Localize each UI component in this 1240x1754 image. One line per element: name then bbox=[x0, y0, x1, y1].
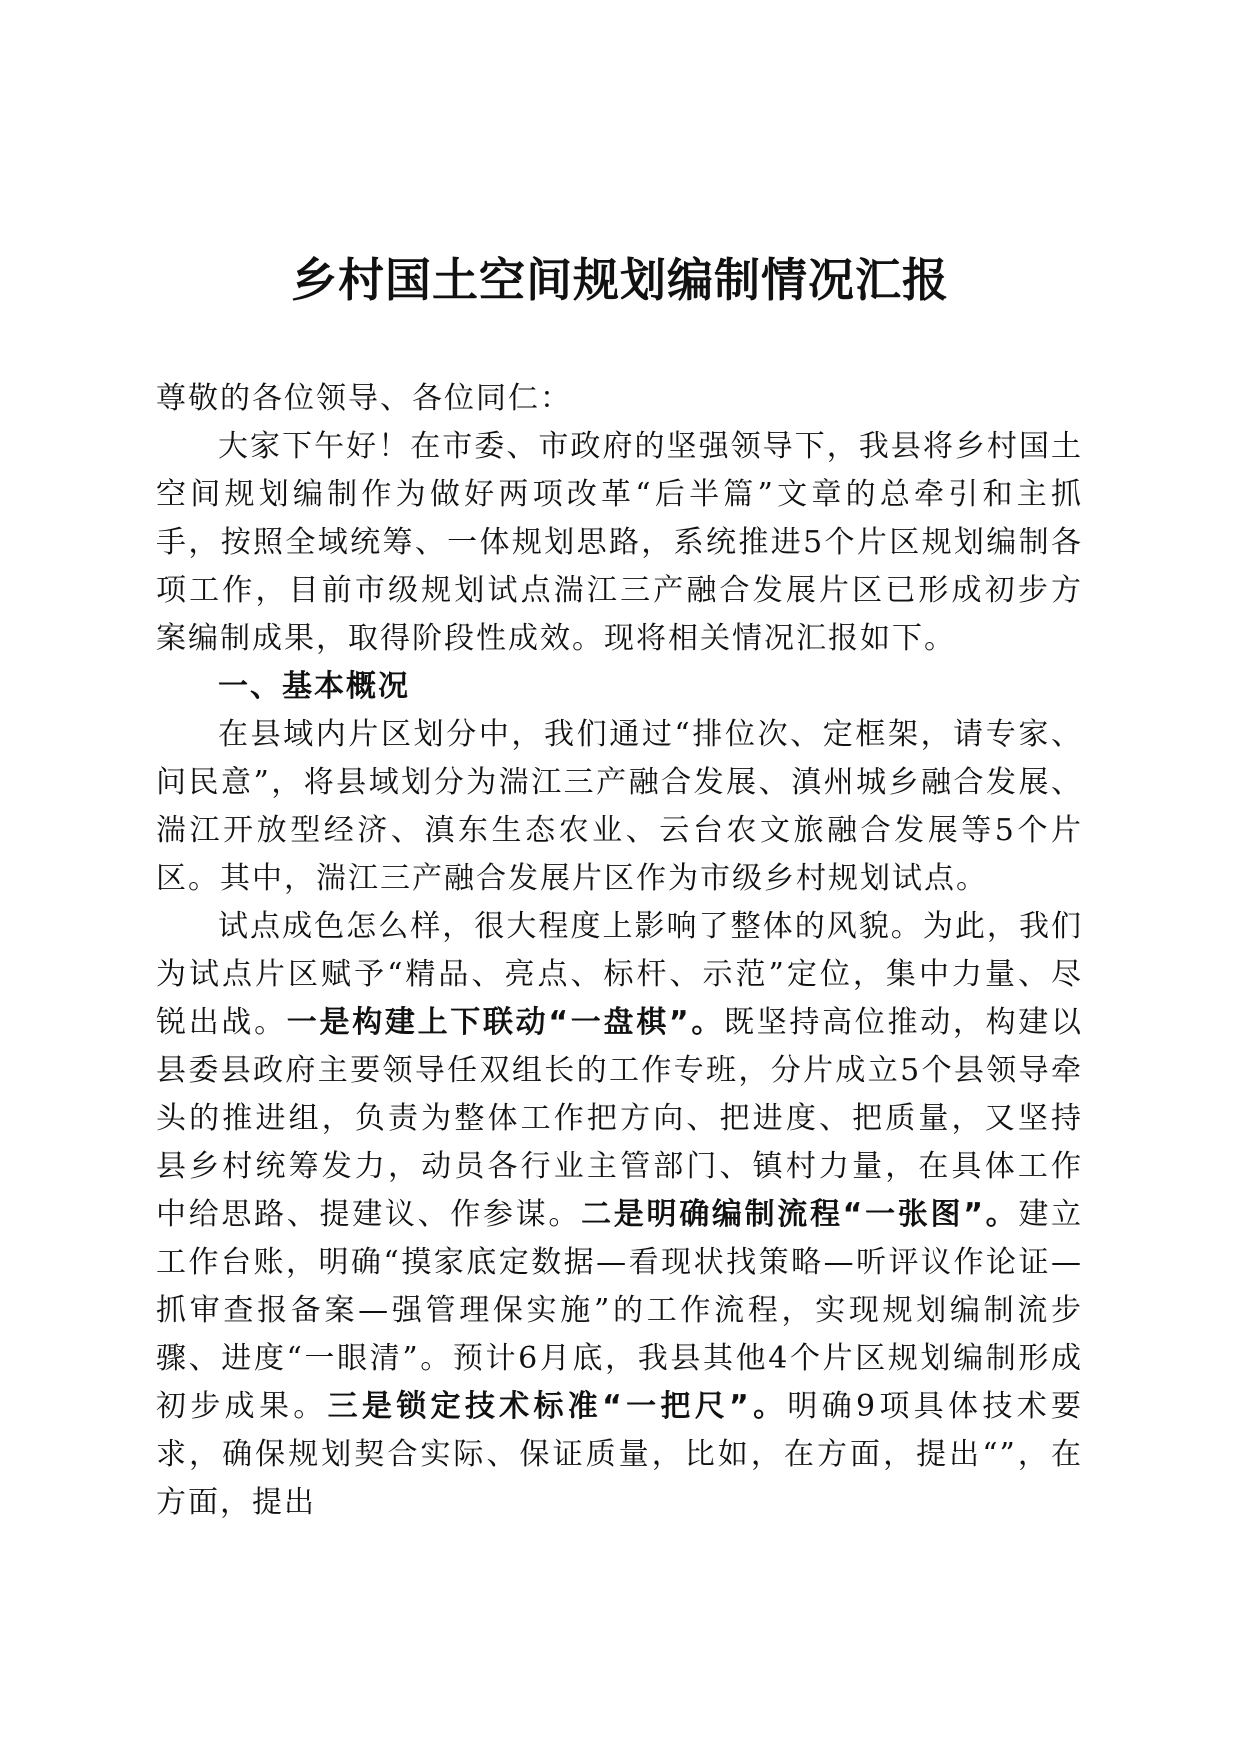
pilot-text-1: 试点成色怎么样，很大程度上影响了整体的风貌。为此，我们为试点片区赋予“精品、亮点、标杆、示范”定位，集中力量、尽锐出战。 bbox=[156, 909, 1083, 1040]
pilot-text-4: 明确9项具体技术要求，确保规划契合实际、保证质量，比如，在方面，提出“”，在方面，提出 bbox=[156, 1389, 1084, 1520]
pilot-paragraph bbox=[156, 903, 1083, 1527]
intro-paragraph: 大家下午好！在市委、市政府的坚强领导下，我县将乡村国土空间规划编制作为做好两项改革“后半篇”文章的总牵引和主抓手，按照全域统筹、一体规划思路，系统推进5个片区规划编制各项工作，目前市级规划试点湍江三产融合发展片区已形成初步方案编制成果，取得阶段性成效。现将相关情况汇报如下。 bbox=[156, 429, 1083, 656]
point-3-heading: 三是锁定技术标准“一把尺”。 bbox=[327, 1389, 788, 1424]
document-body bbox=[156, 375, 1083, 1527]
section-heading: 一、基本概况 bbox=[218, 669, 410, 704]
overview-paragraph: 在县域内片区划分中，我们通过“排位次、定框架，请专家、问民意”，将县域划分为湍江三产融合发展、滇州城乡融合发展、湍江开放型经济、滇东生态农业、云台农文旅融合发展等5个片区。其中，湍江三产融合发展片区作为市级乡村规划试点。 bbox=[156, 717, 1083, 896]
point-2-heading: 二是明确编制流程“一张图”。 bbox=[581, 1197, 1019, 1232]
pilot-text-2: 既坚持高位推动，构建以县委县政府主要领导任双组长的工作专班，分片成立5个县领导牵头的推进组，负责为整体工作把方向、把进度、把质量，又坚持县乡村统筹发力，动员各行业主管部门、镇村力量，在具体工作中给思路、提建议、作参谋。 bbox=[156, 1005, 1084, 1232]
point-1-heading: 一是构建上下联动“一盘棋”。 bbox=[286, 1005, 725, 1040]
salutation: 尊敬的各位领导、各位同仁： bbox=[156, 381, 572, 416]
pilot-text-3: 建立工作台账，明确“摸家底定数据—看现状找策略—听评议作论证—抓审查报备案—强管理保实施”的工作流程，实现规划编制流步骤、进度“一眼清”。预计6月底，我县其他4个片区规划编制形成初步成果。 bbox=[156, 1197, 1084, 1424]
document-title: 乡村国土空间规划编制情况汇报 bbox=[291, 253, 949, 307]
